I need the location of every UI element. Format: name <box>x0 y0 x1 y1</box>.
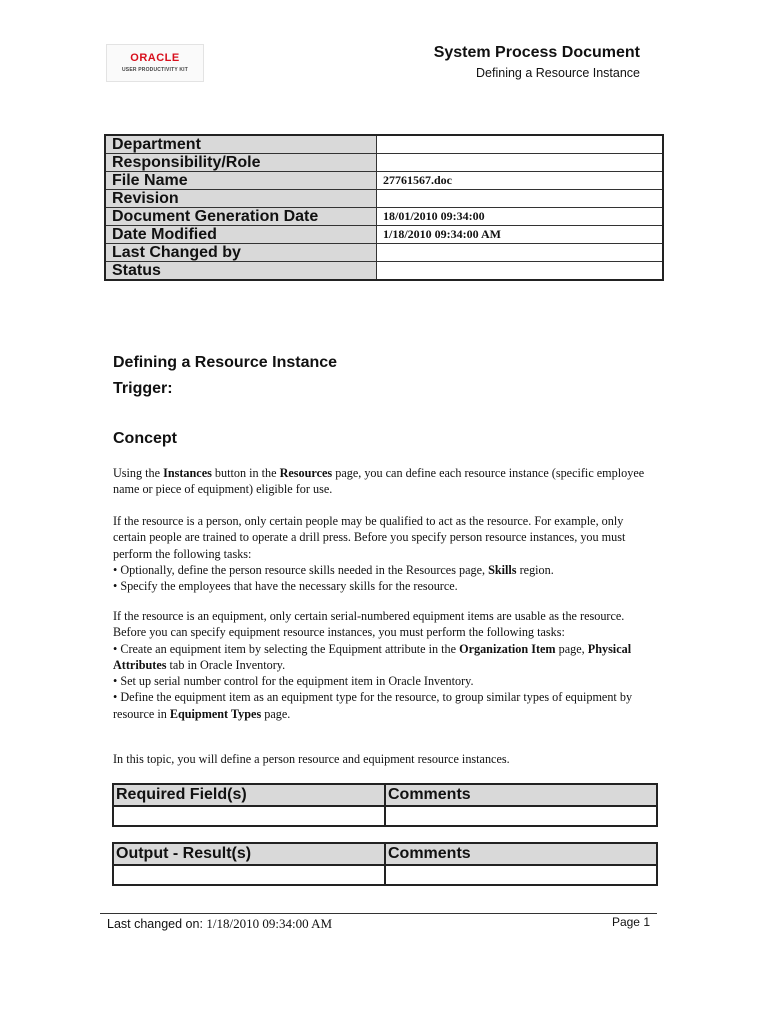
meta-label: Revision <box>105 190 377 208</box>
meta-label: Date Modified <box>105 226 377 244</box>
table-row <box>105 262 663 281</box>
meta-label: Responsibility/Role <box>105 154 377 172</box>
meta-value: 18/01/2010 09:34:00 <box>377 208 664 226</box>
oracle-upk-logo <box>106 44 204 82</box>
table-header-row <box>113 843 657 865</box>
topic-summary-paragraph: In this topic, you will define a person resource and equipment resource instances. <box>113 752 510 766</box>
meta-value: 27761567.doc <box>377 172 664 190</box>
output-results-header: Output - Result(s) <box>113 843 385 865</box>
page-number: Page 1 <box>611 915 650 929</box>
meta-label: File Name <box>105 172 377 190</box>
table-cell <box>113 865 385 885</box>
table-cell <box>113 806 385 826</box>
table-row <box>113 806 657 826</box>
required-fields-table <box>112 783 658 827</box>
meta-value <box>377 262 664 281</box>
table-header-row <box>113 784 657 806</box>
logo-subtitle: USER PRODUCTIVITY KIT <box>121 67 189 73</box>
table-row <box>105 208 663 226</box>
meta-value <box>377 135 664 154</box>
document-subtitle: Defining a Resource Instance <box>476 66 640 80</box>
meta-label: Last Changed by <box>105 244 377 262</box>
meta-label: Document Generation Date <box>105 208 377 226</box>
table-cell <box>385 865 657 885</box>
section-title: Defining a Resource Instance <box>113 354 338 371</box>
output-results-table <box>112 842 658 886</box>
meta-value <box>377 154 664 172</box>
table-row <box>105 226 663 244</box>
table-row <box>113 865 657 885</box>
concept-heading: Concept <box>113 430 177 447</box>
equipment-resource-paragraph: If the resource is an equipment, only certain serial-numbered equipment items are usable as the resource. Before you can specify equipment resource instances, you must perform the following tasks: • Create an equipment item by selecting the Equipment attribute in the Organization Item page, Physical Attributes tab in Oracle Inventory. • Set up serial number control for the equipment item in Oracle Inventory. • Define the equipment item as an equipment type for the resource, to group similar types of equipment by resource in Equipment Types page. <box>113 609 633 721</box>
meta-value <box>377 244 664 262</box>
required-fields-header: Required Field(s) <box>113 784 385 806</box>
meta-value: 1/18/2010 09:34:00 AM <box>377 226 664 244</box>
intro-paragraph: Using the Instances button in the Resources page, you can define each resource instance (specific employee name or piece of equipment) eligible for use. <box>113 466 645 497</box>
table-row <box>105 172 663 190</box>
meta-label: Department <box>105 135 377 154</box>
trigger-heading: Trigger: <box>113 380 173 397</box>
table-row <box>105 244 663 262</box>
document-type-title: System Process Document <box>433 44 640 61</box>
table-row <box>105 135 663 154</box>
comments-header: Comments <box>385 843 657 865</box>
meta-value <box>377 190 664 208</box>
table-cell <box>385 806 657 826</box>
person-resource-paragraph: If the resource is a person, only certain people may be qualified to act as the resource. For example, only certain people are trained to operate a drill press. Before you specify person resource instances, you must perform the following tasks: • Optionally, define the person resource skills needed in the Resources page, Skills region. • Specify the employees that have the necessary skills for the resource. <box>113 514 626 594</box>
meta-label: Status <box>105 262 377 281</box>
document-metadata-table <box>104 134 664 281</box>
logo-brand: ORACLE <box>130 52 180 64</box>
table-row <box>105 154 663 172</box>
footer-last-changed: Last changed on: 1/18/2010 09:34:00 AM <box>107 916 333 931</box>
table-row <box>105 190 663 208</box>
comments-header: Comments <box>385 784 657 806</box>
footer-divider <box>100 913 657 914</box>
